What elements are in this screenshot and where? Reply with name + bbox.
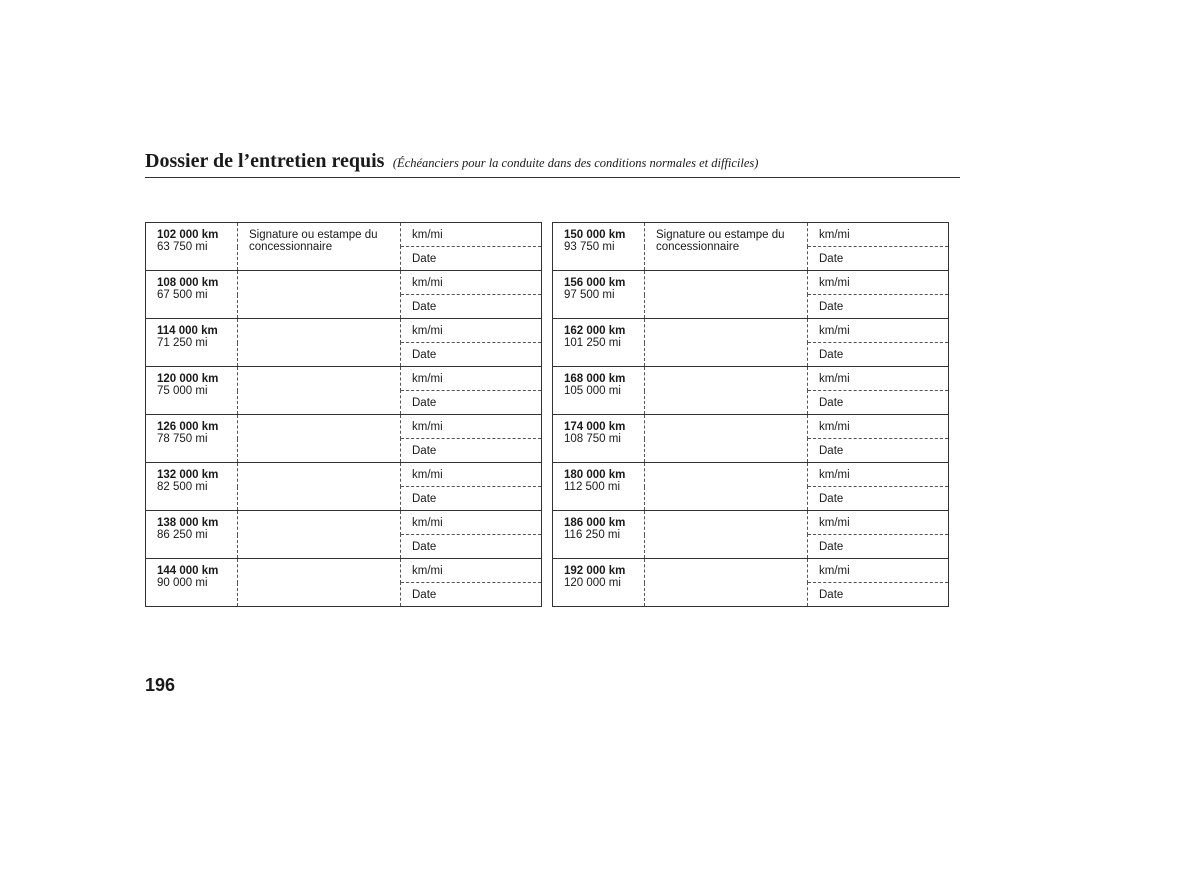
mileage-mi: 63 750 mi [157, 241, 208, 253]
mileage-mi: 105 000 mi [564, 385, 621, 397]
log-row [146, 271, 542, 295]
mileage-cell [553, 271, 645, 319]
mileage-mi: 67 500 mi [157, 289, 208, 301]
log-row [146, 559, 542, 583]
mileage-km: 114 000 km [157, 325, 218, 337]
mileage-mi: 116 250 mi [564, 529, 621, 541]
page-subtitle: (Échéanciers pour la conduite dans des conditions normales et difficiles) [392, 156, 759, 170]
signature-field[interactable] [238, 223, 401, 271]
date-field[interactable]: Date [401, 343, 542, 367]
mileage-km: 138 000 km [157, 517, 219, 529]
km-mi-field[interactable]: km/mi [401, 415, 542, 439]
log-row [146, 511, 542, 535]
log-row [146, 223, 542, 247]
mileage-cell [146, 223, 238, 271]
log-row [553, 559, 949, 583]
km-mi-field[interactable]: km/mi [808, 319, 949, 343]
maintenance-log-table-right [552, 222, 949, 607]
mileage-cell [553, 415, 645, 463]
signature-field[interactable] [645, 463, 808, 511]
mileage-cell [146, 511, 238, 559]
log-row [146, 367, 542, 391]
mileage-mi: 90 000 mi [157, 577, 208, 589]
log-row [553, 367, 949, 391]
date-field[interactable]: Date [808, 343, 949, 367]
km-mi-field[interactable]: km/mi [808, 559, 949, 583]
mileage-mi: 93 750 mi [564, 241, 615, 253]
page-title: Dossier de l’entretien requis [145, 150, 385, 172]
km-mi-field[interactable]: km/mi [401, 223, 542, 247]
mileage-mi: 108 750 mi [564, 433, 621, 445]
maintenance-log-table-left [145, 222, 542, 607]
log-row [553, 415, 949, 439]
km-mi-field[interactable]: km/mi [808, 415, 949, 439]
signature-field[interactable] [645, 559, 808, 607]
log-row [553, 463, 949, 487]
signature-field[interactable] [238, 559, 401, 607]
signature-field[interactable] [238, 367, 401, 415]
mileage-km: 150 000 km [564, 229, 626, 241]
mileage-cell [553, 511, 645, 559]
signature-field[interactable] [238, 271, 401, 319]
km-mi-field[interactable]: km/mi [401, 463, 542, 487]
mileage-cell [146, 463, 238, 511]
log-row [553, 319, 949, 343]
km-mi-field[interactable]: km/mi [401, 559, 542, 583]
signature-field[interactable] [645, 415, 808, 463]
mileage-km: 120 000 km [157, 373, 219, 385]
mileage-mi: 75 000 mi [157, 385, 208, 397]
mileage-cell [146, 559, 238, 607]
date-field[interactable]: Date [401, 487, 542, 511]
log-row [553, 271, 949, 295]
signature-field[interactable] [645, 271, 808, 319]
mileage-km: 174 000 km [564, 421, 626, 433]
mileage-mi: 86 250 mi [157, 529, 208, 541]
km-mi-field[interactable]: km/mi [401, 367, 542, 391]
mileage-cell [146, 367, 238, 415]
signature-field[interactable] [238, 415, 401, 463]
mileage-cell [146, 271, 238, 319]
signature-field[interactable] [645, 319, 808, 367]
signature-field[interactable] [238, 463, 401, 511]
km-mi-field[interactable]: km/mi [401, 271, 542, 295]
mileage-cell [553, 463, 645, 511]
signature-field[interactable] [238, 511, 401, 559]
km-mi-field[interactable]: km/mi [808, 511, 949, 535]
mileage-km: 156 000 km [564, 277, 626, 289]
date-field[interactable]: Date [808, 295, 949, 319]
date-field[interactable]: Date [808, 439, 949, 463]
signature-label: Signature ou estampe du concessionnaire [656, 229, 785, 253]
mileage-mi: 71 250 mi [157, 337, 208, 349]
log-row [146, 463, 542, 487]
date-field[interactable]: Date [401, 247, 542, 271]
km-mi-field[interactable]: km/mi [808, 367, 949, 391]
signature-label: Signature ou estampe du concessionnaire [249, 229, 378, 253]
date-field[interactable]: Date [401, 391, 542, 415]
signature-field[interactable] [645, 223, 808, 271]
mileage-km: 168 000 km [564, 373, 626, 385]
log-row [146, 415, 542, 439]
km-mi-field[interactable]: km/mi [808, 223, 949, 247]
mileage-km: 144 000 km [157, 565, 219, 577]
page-number: 196 [145, 675, 176, 695]
date-field[interactable]: Date [808, 391, 949, 415]
signature-field[interactable] [645, 511, 808, 559]
mileage-km: 102 000 km [157, 229, 219, 241]
mileage-km: 162 000 km [564, 325, 626, 337]
date-field[interactable]: Date [808, 487, 949, 511]
mileage-cell [553, 559, 645, 607]
page-header [145, 150, 960, 178]
km-mi-field[interactable]: km/mi [401, 511, 542, 535]
date-field[interactable]: Date [401, 583, 542, 607]
date-field[interactable]: Date [808, 583, 949, 607]
mileage-km: 126 000 km [157, 421, 219, 433]
mileage-mi: 112 500 mi [564, 481, 621, 493]
mileage-cell [553, 367, 645, 415]
date-field[interactable]: Date [808, 247, 949, 271]
log-row [553, 511, 949, 535]
mileage-mi: 120 000 mi [564, 577, 621, 589]
km-mi-field[interactable]: km/mi [808, 271, 949, 295]
mileage-cell [553, 223, 645, 271]
date-field[interactable]: Date [401, 439, 542, 463]
mileage-mi: 97 500 mi [564, 289, 615, 301]
mileage-km: 186 000 km [564, 517, 626, 529]
log-row [553, 223, 949, 247]
signature-field[interactable] [238, 319, 401, 367]
mileage-cell [146, 319, 238, 367]
km-mi-field[interactable]: km/mi [808, 463, 949, 487]
mileage-mi: 78 750 mi [157, 433, 208, 445]
km-mi-field[interactable]: km/mi [401, 319, 542, 343]
mileage-mi: 101 250 mi [564, 337, 621, 349]
log-row [146, 319, 542, 343]
signature-field[interactable] [645, 367, 808, 415]
date-field[interactable]: Date [401, 295, 542, 319]
mileage-mi: 82 500 mi [157, 481, 208, 493]
mileage-km: 108 000 km [157, 277, 219, 289]
mileage-km: 132 000 km [157, 469, 219, 481]
mileage-cell [553, 319, 645, 367]
mileage-km: 192 000 km [564, 565, 626, 577]
date-field[interactable]: Date [401, 535, 542, 559]
date-field[interactable]: Date [808, 535, 949, 559]
mileage-km: 180 000 km [564, 469, 626, 481]
mileage-cell [146, 415, 238, 463]
